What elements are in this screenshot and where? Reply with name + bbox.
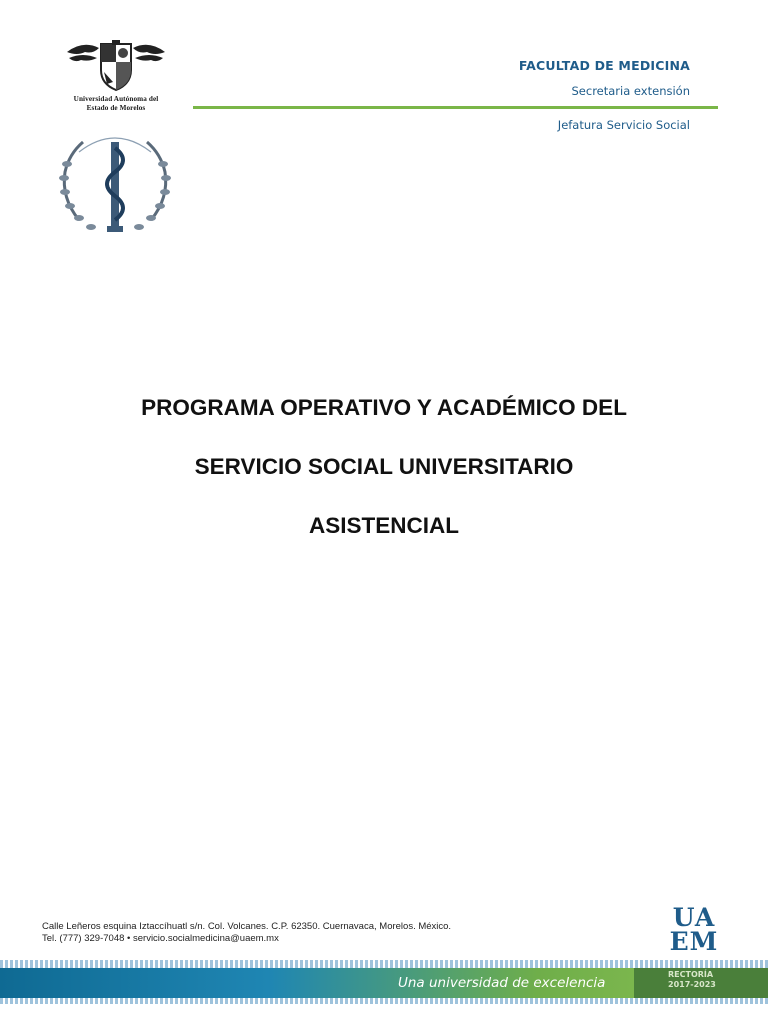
faculty-title: FACULTAD DE MEDICINA	[518, 58, 690, 73]
document-title-line2: SERVICIO SOCIAL UNIVERSITARIO	[194, 454, 574, 479]
rectoria-label: RECTORÍA	[668, 970, 714, 979]
footer-stripe-top	[0, 960, 768, 968]
secretariat-label: Secretaria extensión	[571, 84, 690, 98]
uaem-logo	[60, 38, 172, 112]
footer-slogan: Una universidad de excelencia	[398, 975, 606, 991]
rectoria-period: 2017-2023	[668, 980, 716, 989]
university-name-line2: Estado de Morelos	[86, 103, 146, 112]
university-name-line1: Universidad Autónoma del	[73, 95, 159, 103]
footer-address: Calle Leñeros esquina Iztaccíhuatl s/n. Col. Volcanes. C.P. 62350. Cuernavaca, Morelos. México.	[42, 921, 452, 932]
uaem-wordmark-line1: UA	[672, 903, 716, 932]
page-bottom-margin	[0, 1004, 768, 1024]
footer-contact: Tel. (777) 329-7048 • servicio.socialmedicina@uaem.mx	[42, 933, 279, 944]
faculty-seal-icon	[55, 128, 175, 240]
uaem-crest-icon	[63, 38, 169, 92]
document-title-line1: PROGRAMA OPERATIVO Y ACADÉMICO DEL	[141, 395, 627, 420]
header-faculty-block	[519, 58, 690, 98]
document-title-line3: ASISTENCIAL	[308, 513, 459, 538]
rectoria-label-block	[668, 970, 716, 990]
department-label: Jefatura Servicio Social	[557, 118, 690, 132]
uaem-wordmark-line2: EM	[669, 927, 719, 956]
uaem-wordmark	[668, 903, 720, 956]
footer-address-block	[42, 921, 451, 945]
header-divider	[193, 106, 718, 109]
faculty-seal	[55, 128, 175, 245]
